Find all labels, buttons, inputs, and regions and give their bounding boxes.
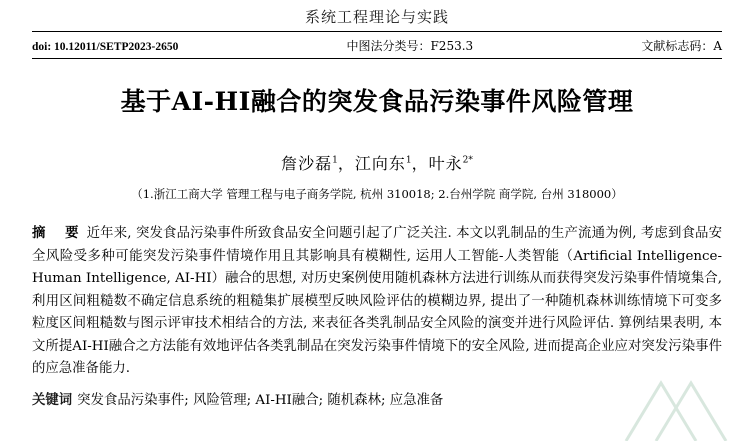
author-name-3: 叶永 bbox=[428, 154, 463, 173]
author-affil-marker-1: 1 bbox=[332, 155, 338, 166]
document-code: 文献标志码：A bbox=[641, 39, 722, 53]
keywords-text: 突发食品污染事件; 风险管理; AI-HI融合; 随机森林; 应急准备 bbox=[77, 392, 444, 408]
keywords-block bbox=[30, 390, 724, 411]
metadata-row bbox=[32, 37, 722, 54]
affiliation-text: （1.浙江工商大学 管理工程与电子商务学院, 杭州 310018; 2.台州学院 商学院, 台州 318000） bbox=[131, 187, 623, 201]
clc-number: 中图法分类号：F253.3 bbox=[346, 39, 474, 53]
author-name-2: 江向东 bbox=[354, 154, 406, 173]
abstract-text: 近年来, 突发食品污染事件所致食品安全问题引起了广泛关注. 本文以乳制品的生产流通为例, 考虑到食品安全风险受多种可能突发污染事件情境作用且其影响具有模糊性, 运用人工智能-人类智能（Artificial Intelligence-Human Intelligence, AI-HI）融合的思想, 对历史案例使用随机森林方法进行训练从而获得突发污染事件情境集合, 利用区间粗糙数不确定信息系统的粗糙集扩展模型反映风险评估的模糊边界, 提出了一种随机森林训练情境下可变多粒度区间粗糙数与图示评审技术相结合的方法, 来表征各类乳制品安全风险的演变并进行风险评估. 算例结果表明, 本文所提AI-HI融合之方法能有效地评估各类乳制品在突发污染事件情境下的安全风险, 进而提高企业应对突发污染事件的应急准备能力. bbox=[32, 226, 722, 376]
author-separator-1: ， bbox=[337, 154, 355, 173]
header-divider bbox=[32, 31, 722, 32]
abstract-label: 摘 要 bbox=[32, 225, 82, 241]
page-title: 基于AI-HI融合的突发食品污染事件风险管理 bbox=[120, 87, 634, 116]
author-affil-marker-3: 2* bbox=[462, 155, 473, 166]
metadata-divider bbox=[32, 58, 722, 59]
journal-running-head: 系统工程理论与实践 bbox=[304, 8, 449, 26]
doi-text: doi: 10.12011/SETP2023-2650 bbox=[32, 41, 179, 53]
keywords-label: 关键词 bbox=[32, 391, 73, 408]
abstract-block bbox=[30, 222, 724, 381]
author-separator-2: ， bbox=[411, 154, 429, 173]
author-name-1: 詹沙磊 bbox=[281, 154, 333, 173]
author-affil-marker-2: 1 bbox=[405, 155, 412, 166]
author-list bbox=[30, 151, 724, 174]
